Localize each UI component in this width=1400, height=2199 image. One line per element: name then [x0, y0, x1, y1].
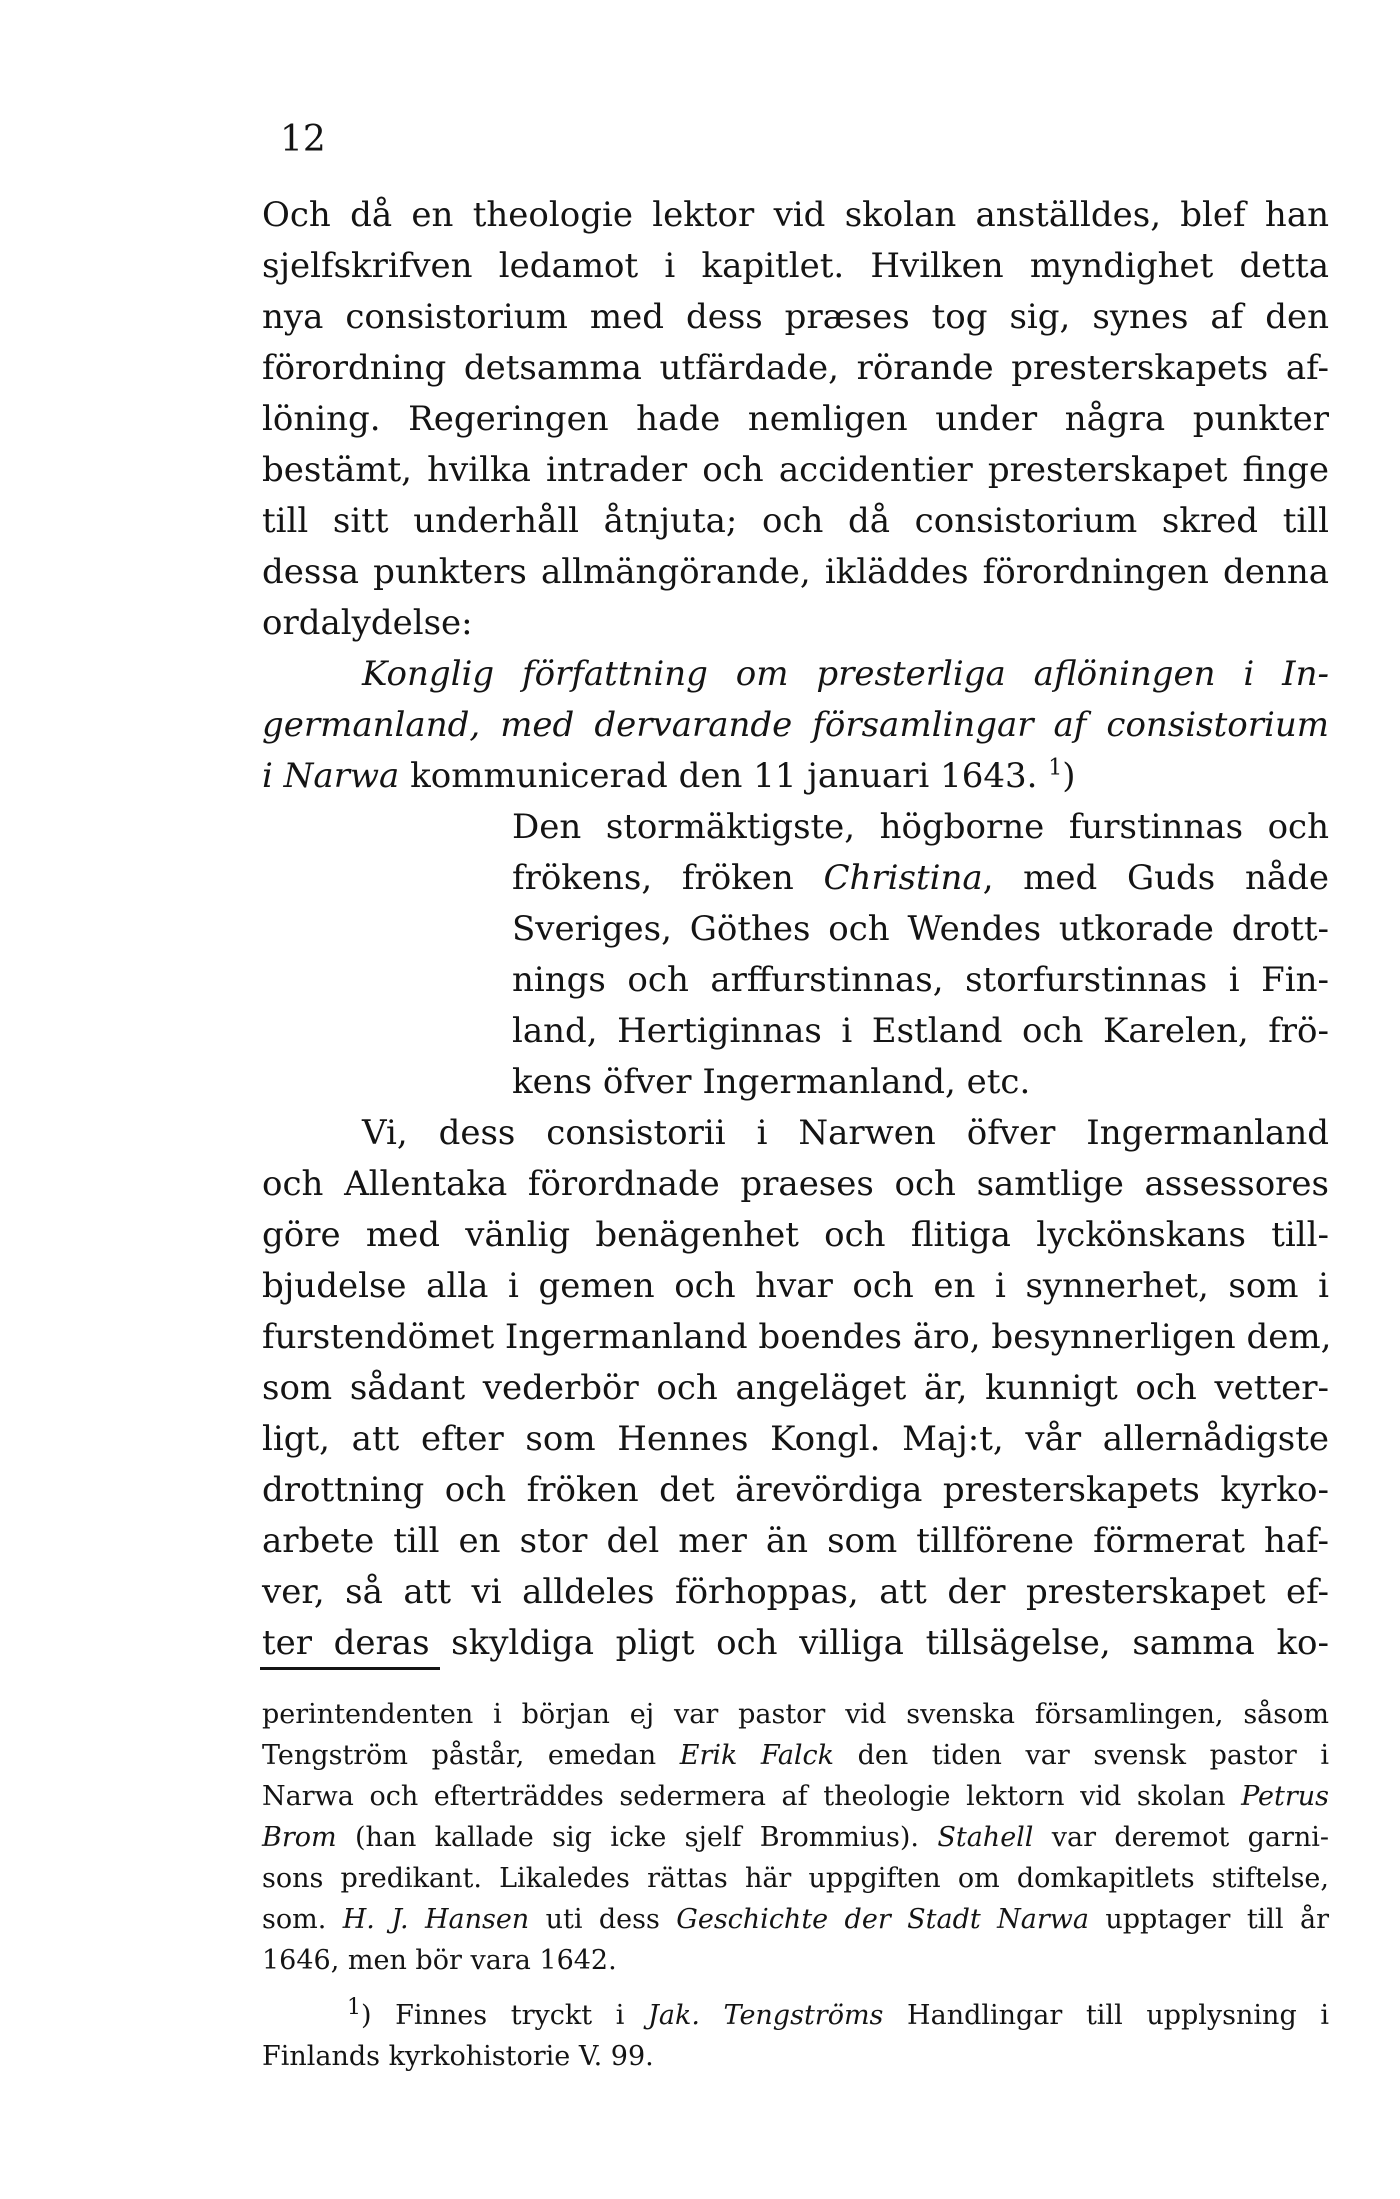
- page-number: 12: [280, 119, 326, 160]
- body-line: förordning detsamma utfärdade, rörande presterskapets af-: [262, 348, 1329, 388]
- footnotes: [262, 1694, 1329, 2077]
- salutation-text: , med Guds nåde: [982, 858, 1329, 898]
- salutation-line: Sveriges, Göthes och Wendes utkorade drott-: [512, 909, 1329, 949]
- footnote-number: 1: [347, 1995, 361, 2020]
- footnote-line: perintendenten i början ej var pastor vid svenska församlingen, såsom: [262, 1699, 1329, 1730]
- decree-line: och Allentaka förordnade praeses och samtlige assessores: [262, 1164, 1329, 1204]
- decree-line: furstendömet Ingermanland boendes äro, besynnerligen dem,: [262, 1317, 1332, 1357]
- decree-title-line: [262, 751, 1329, 802]
- salutation-line: Den stormäktigste, högborne furstinnas och: [512, 807, 1329, 847]
- body-line: dessa punkters allmängörande, ikläddes förordningen denna: [262, 552, 1329, 592]
- body-line: Och då en theologie lektor vid skolan anställdes, blef han: [262, 195, 1329, 235]
- decree-title-place: i Narwa: [262, 756, 400, 796]
- decree-line: drottning och fröken det ärevördiga presterskapets kyrko-: [262, 1470, 1329, 1510]
- footnote-line: Narwa och efterträddes sedermera af theologie lektorn vid skolan Petrus: [262, 1781, 1329, 1812]
- body-line: till sitt underhåll åtnjuta; och då consistorium skred till: [262, 501, 1329, 541]
- decree-title-line: Konglig författning om presterliga aflöningen i In-: [362, 654, 1329, 694]
- decree-title-date: kommunicerad den 11 januari 1643.: [399, 756, 1049, 796]
- decree-title-line: germanland, med dervarande församlingar af consistorium: [262, 705, 1329, 745]
- footnote-gap: [262, 1981, 1329, 1995]
- footnote-line: $^1$) Finnes tryckt i Jak. Tengströms Handlingar till upplysning i: [347, 1995, 1329, 2031]
- decree-line: ver, så att vi alldeles förhoppas, att der presterskapet ef-: [262, 1572, 1329, 1612]
- body-text: [262, 190, 1332, 1669]
- salutation-name: Christina: [823, 858, 983, 898]
- decree-line: Vi, dess consistorii i Narwen öfver Ingermanland: [362, 1113, 1329, 1153]
- body-line: nya consistorium med dess præses tog sig, synes af den: [262, 297, 1329, 337]
- footnote-marker: 1: [1048, 755, 1063, 781]
- salutation-line: land, Hertiginnas i Estland och Karelen, frö-: [512, 1011, 1329, 1051]
- footnote-marker-close: ): [1062, 756, 1076, 796]
- decree-line: som sådant vederbör och angeläget är, kunnigt och vetter-: [262, 1368, 1329, 1408]
- decree-line: bjudelse alla i gemen och hvar och en i synnerhet, som i: [262, 1266, 1329, 1306]
- salutation-line: [262, 853, 1329, 904]
- decree-line: arbete till en stor del mer än som tillförene förmerat haf-: [262, 1521, 1329, 1561]
- body-line: sjelfskrifven ledamot i kapitlet. Hvilken myndighet detta: [262, 246, 1329, 286]
- footnote-divider: [260, 1667, 440, 1670]
- footnote-line: Finlands kyrkohistorie V. 99.: [262, 2041, 654, 2072]
- footnote-line: Tengström påstår, emedan Erik Falck den tiden var svensk pastor i: [262, 1740, 1330, 1771]
- footnote-line: som. H. J. Hansen uti dess Geschichte der Stadt Narwa upptager till år: [262, 1904, 1329, 1935]
- footnote-line: 1646, men bör vara 1642.: [262, 1945, 617, 1976]
- footnote-line: sons predikant. Likaledes rättas här uppgiften om domkapitlets stiftelse,: [262, 1863, 1329, 1894]
- footnote-line: Brom (han kallade sig icke sjelf Brommius). Stahell var deremot garni-: [262, 1822, 1329, 1853]
- body-line: ordalydelse:: [262, 603, 473, 643]
- salutation-line: nings och arffurstinnas, storfurstinnas i Fin-: [512, 960, 1329, 1000]
- salutation-text: frökens, fröken: [512, 858, 824, 898]
- decree-line: göre med vänlig benägenhet och flitiga lyckönskans till-: [262, 1215, 1329, 1255]
- decree-line: ter deras skyldiga pligt och villiga tillsägelse, samma ko-: [262, 1623, 1329, 1663]
- decree-line: ligt, att efter som Hennes Kongl. Maj:t, vår allernådigste: [262, 1419, 1329, 1459]
- body-line: löning. Regeringen hade nemligen under några punkter: [262, 399, 1329, 439]
- body-line: bestämt, hvilka intrader och accidentier presterskapet finge: [262, 450, 1329, 490]
- salutation-line: kens öfver Ingermanland, etc.: [512, 1062, 1031, 1102]
